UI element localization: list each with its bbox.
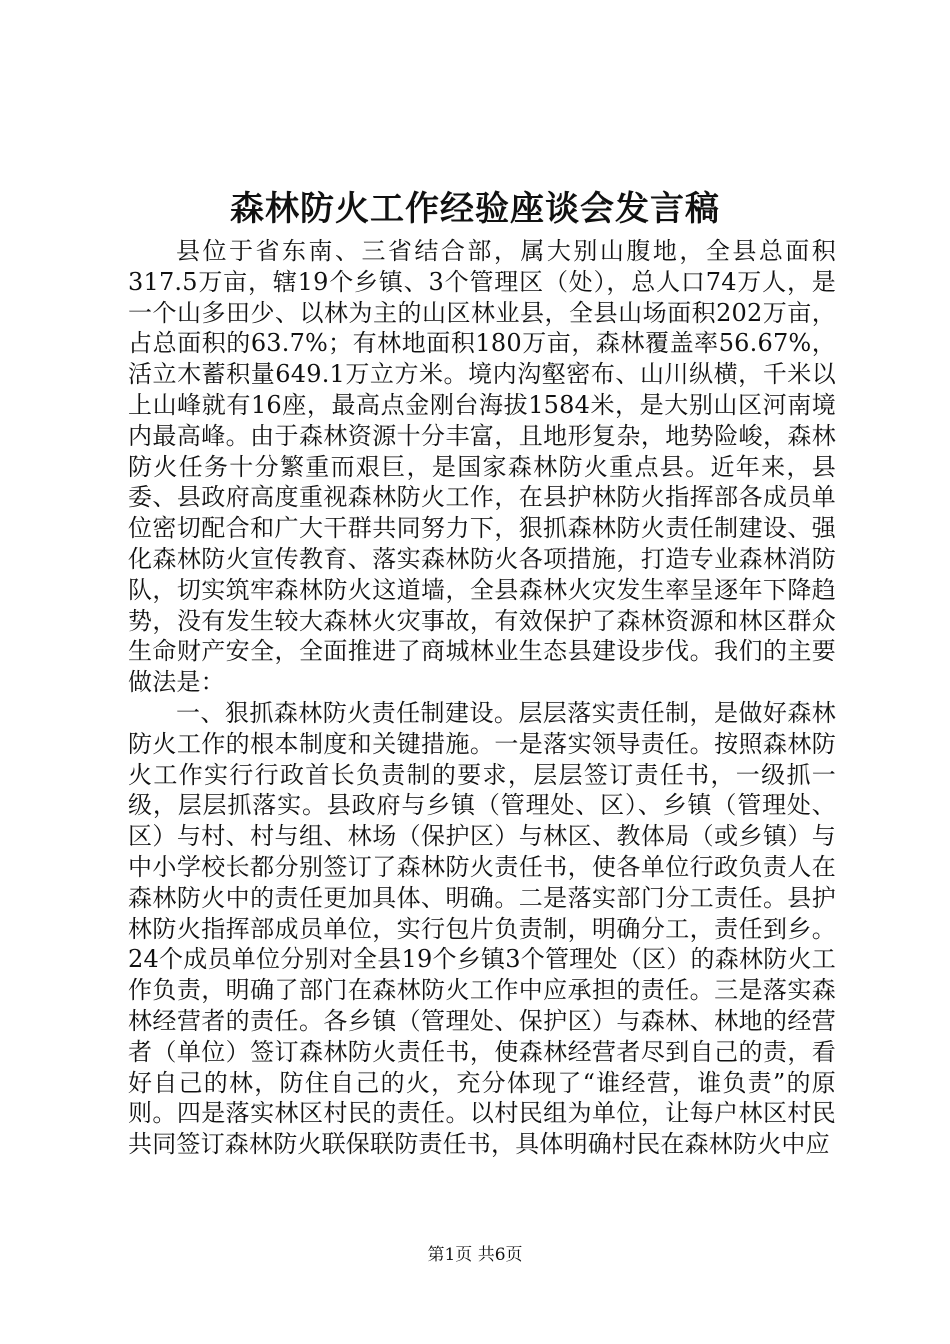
paragraph-section-one: 一、狠抓森林防火责任制建设。层层落实责任制，是做好森林防火工作的根本制度和关键措施。一是落实领导责任。按照森林防火工作实行行政首长负责制的要求，层层签订责任书，一级抓一级，层层抓落实。县政府与乡镇（管理处、区）、乡镇（管理处、区）与村、村与组、林场（保护区）与林区、教体局（或乡镇）与中小学校长都分别签订了森林防火责任书，使各单位行政负责人在森林防火中的责任更加具体、明确。二是落实部门分工责任。县护林防火指挥部成员单位，实行包片负责制，明确分工，责任到乡。24个成员单位分别对全县19个乡镇3个管理处（区）的森林防火工作负责，明确了部门在森林防火工作中应承担的责任。三是落实森林经营者的责任。各乡镇（管理处、保护区）与森林、林地的经营者（单位）签订森林防火责任书，使森林经营者尽到自己的责，看好自己的林，防住自己的火，充分体现了“谁经营，谁负责”的原则。四是落实林区村民的责任。以村民组为单位，让每户林区村民共同签订森林防火联保联防责任书，具体明确村民在森林防火中应: [128, 698, 836, 1159]
paragraph-intro: 县位于省东南、三省结合部，属大别山腹地，全县总面积317.5万亩，辖19个乡镇、3个管理区（处），总人口74万人，是一个山多田少、以林为主的山区林业县，全县山场面积202万亩，占总面积的63.7%；有林地面积180万亩，森林覆盖率56.67%，活立木蓄积量649.1万立方米。境内沟壑密布、山川纵横，千米以上山峰就有16座，最高点金刚台海拔1584米，是大别山区河南境内最高峰。由于森林资源十分丰富，且地形复杂，地势险峻，森林防火任务十分繁重而艰巨，是国家森林防火重点县。近年来，县委、县政府高度重视森林防火工作，在县护林防火指挥部各成员单位密切配合和广大干群共同努力下，狠抓森林防火责任制建设、强化森林防火宣传教育、落实森林防火各项措施，打造专业森林消防队，切实筑牢森林防火这道墙，全县森林火灾发生率呈逐年下降趋势，没有发生较大森林火灾事故，有效保护了森林资源和林区群众生命财产安全，全面推进了商城林业生态县建设步伐。我们的主要做法是：: [128, 237, 836, 697]
page-footer: 第1页 共6页: [427, 1245, 523, 1265]
document-body: [128, 236, 836, 1160]
document-title: 森林防火工作经验座谈会发言稿: [230, 189, 720, 229]
